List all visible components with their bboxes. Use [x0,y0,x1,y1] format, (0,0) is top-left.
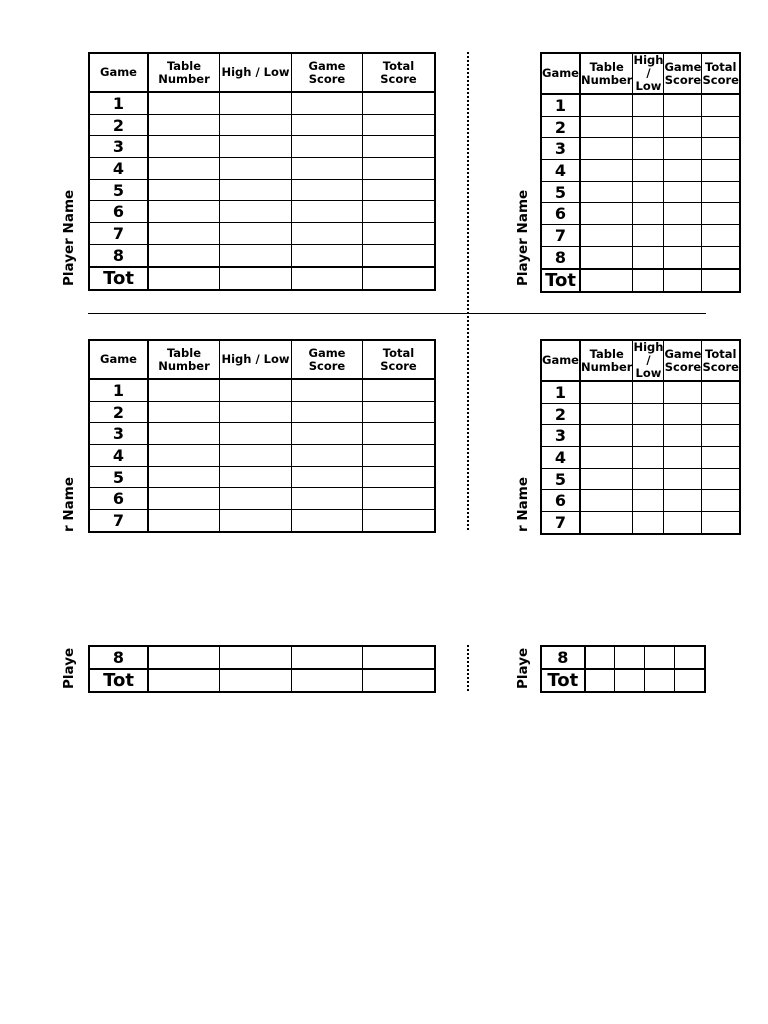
table-number-total-cell[interactable] [585,669,615,692]
total-label: Tot [89,267,148,290]
game-score-cell[interactable] [292,510,363,532]
table-number-cell[interactable] [580,94,633,116]
header-game: Game [541,340,580,381]
header-game: Game [89,340,148,379]
high-low-cell[interactable] [633,381,664,403]
game-number: 3 [541,425,580,447]
total-score-cell[interactable] [702,181,740,203]
total-score-total-cell[interactable] [674,669,705,692]
total-score-total-cell[interactable] [363,669,436,692]
horizontal-cut-line [88,313,706,314]
header-game: Game [89,53,148,92]
table-number-cell[interactable] [585,646,615,669]
header-total-score: Total Score [363,340,436,379]
score-table [540,52,741,293]
high-low-cell[interactable] [220,401,292,423]
high-low-cell[interactable] [220,445,292,467]
game-score-cell[interactable] [292,445,363,467]
total-score-cell[interactable] [702,160,740,182]
table-number-cell[interactable] [148,114,220,136]
game-score-cell[interactable] [664,512,702,534]
total-score-cell[interactable] [702,403,740,425]
game-number: 4 [89,445,148,467]
table-number-cell[interactable] [148,92,220,114]
game-score-cell[interactable] [292,379,363,401]
total-score-cell[interactable] [363,114,436,136]
table-number-cell[interactable] [148,488,220,510]
game-number: 4 [89,158,148,180]
total-score-cell[interactable] [363,136,436,158]
total-score-cell[interactable] [363,510,436,532]
high-low-cell[interactable] [220,510,292,532]
table-number-cell[interactable] [580,160,633,182]
header-game-score: Game Score [664,340,702,381]
game-score-cell[interactable] [664,246,702,268]
total-score-cell[interactable] [702,381,740,403]
total-score-cell[interactable] [702,246,740,268]
game-score-cell[interactable] [292,201,363,223]
high-low-total-cell[interactable] [220,669,292,692]
high-low-cell[interactable] [633,203,664,225]
table-number-cell[interactable] [580,246,633,268]
game-number: 5 [541,468,580,490]
total-score-cell[interactable] [702,468,740,490]
high-low-cell[interactable] [220,136,292,158]
game-number: 1 [541,381,580,403]
game-score-cell[interactable] [292,423,363,445]
score-table [88,52,436,291]
table-number-cell[interactable] [148,136,220,158]
scorecard-mid-left-continuation [88,645,436,693]
table-number-total-cell[interactable] [148,669,220,692]
score-table [540,339,741,535]
game-score-cell[interactable] [664,203,702,225]
game-number: 8 [89,244,148,266]
header-table-number: Table Number [148,53,220,92]
total-score-total-cell[interactable] [363,267,436,290]
game-number: 6 [89,201,148,223]
game-score-cell[interactable] [292,244,363,266]
game-number: 3 [541,138,580,160]
high-low-cell[interactable] [633,225,664,247]
game-number: 1 [541,94,580,116]
total-score-cell[interactable] [363,223,436,245]
total-score-cell[interactable] [702,425,740,447]
game-score-cell[interactable] [664,468,702,490]
total-score-cell[interactable] [702,490,740,512]
game-score-cell[interactable] [664,94,702,116]
score-table [88,339,436,533]
high-low-cell[interactable] [220,244,292,266]
high-low-cell[interactable] [220,466,292,488]
table-number-cell[interactable] [580,225,633,247]
table-number-cell[interactable] [148,201,220,223]
scorecard-top-left [88,52,436,291]
total-score-cell[interactable] [702,447,740,469]
table-number-total-cell[interactable] [580,269,633,292]
total-score-cell[interactable] [363,244,436,266]
game-number: 1 [89,379,148,401]
high-low-cell[interactable] [633,512,664,534]
player-name-label-cut: r Name [61,477,77,532]
table-number-cell[interactable] [148,510,220,532]
game-number: 5 [89,179,148,201]
total-score-cell[interactable] [702,138,740,160]
game-score-cell[interactable] [645,646,675,669]
game-number: 7 [541,512,580,534]
header-table-number: Table Number [148,340,220,379]
total-score-cell[interactable] [702,512,740,534]
total-score-cell[interactable] [363,401,436,423]
game-number: 6 [541,203,580,225]
game-score-total-cell[interactable] [292,669,363,692]
scorecard-top-right-clip [540,52,739,292]
high-low-cell[interactable] [220,179,292,201]
high-low-cell[interactable] [633,403,664,425]
game-score-cell[interactable] [664,181,702,203]
game-score-cell[interactable] [292,92,363,114]
game-score-cell[interactable] [664,403,702,425]
game-score-cell[interactable] [664,116,702,138]
game-number: 2 [541,403,580,425]
total-score-cell[interactable] [363,158,436,180]
game-score-cell[interactable] [664,225,702,247]
header-high-low: High / Low [633,340,664,380]
table-number-cell[interactable] [580,468,633,490]
total-score-cell[interactable] [702,203,740,225]
header-total-score: Total Score [702,340,740,381]
total-label: Tot [541,669,585,692]
game-number: 4 [541,447,580,469]
high-low-total-cell[interactable] [633,269,664,292]
high-low-cell[interactable] [633,116,664,138]
header-high-low: High / Low [220,53,292,92]
game-score-cell[interactable] [292,114,363,136]
game-number: 8 [89,646,148,669]
header-high-low: High / Low [633,53,664,93]
player-name-label: Player Name [61,189,77,286]
high-low-cell[interactable] [633,468,664,490]
game-score-cell[interactable] [292,179,363,201]
table-number-cell[interactable] [580,116,633,138]
table-number-cell[interactable] [148,466,220,488]
high-low-total-cell[interactable] [615,669,645,692]
header-total-score: Total Score [363,53,436,92]
high-low-cell[interactable] [633,490,664,512]
table-number-cell[interactable] [148,646,220,669]
high-low-cell[interactable] [633,138,664,160]
table-number-cell[interactable] [580,447,633,469]
total-score-cell[interactable] [363,379,436,401]
game-score-cell[interactable] [664,425,702,447]
high-low-cell[interactable] [633,94,664,116]
game-number: 2 [541,116,580,138]
total-score-cell[interactable] [363,466,436,488]
game-number: 5 [89,466,148,488]
high-low-cell[interactable] [220,379,292,401]
total-score-cell[interactable] [363,488,436,510]
game-number: 7 [89,510,148,532]
high-low-cell[interactable] [633,181,664,203]
game-score-cell[interactable] [664,160,702,182]
game-score-cell[interactable] [664,138,702,160]
total-score-cell[interactable] [363,646,436,669]
total-score-cell[interactable] [363,423,436,445]
high-low-cell[interactable] [220,223,292,245]
high-low-cell[interactable] [220,158,292,180]
vertical-cut-line [467,645,469,691]
high-low-cell[interactable] [615,646,645,669]
table-number-cell[interactable] [580,381,633,403]
high-low-cell[interactable] [220,646,292,669]
scorecard-mid-right-continuation-clip [540,645,706,695]
scorecard-mid-left-clip [88,339,438,532]
high-low-cell[interactable] [633,425,664,447]
high-low-cell[interactable] [220,92,292,114]
high-low-cell[interactable] [633,246,664,268]
game-number: 7 [89,223,148,245]
total-score-cell[interactable] [363,201,436,223]
total-score-cell[interactable] [363,179,436,201]
game-number: 8 [541,646,585,669]
game-score-cell[interactable] [292,646,363,669]
scorecard-mid-right-clip [540,339,739,532]
game-number: 4 [541,160,580,182]
game-score-cell[interactable] [664,490,702,512]
header-game-score: Game Score [292,340,363,379]
table-number-cell[interactable] [580,138,633,160]
table-number-cell[interactable] [148,423,220,445]
header-game: Game [541,53,580,94]
table-number-cell[interactable] [580,403,633,425]
game-score-cell[interactable] [292,488,363,510]
game-number: 6 [89,488,148,510]
header-high-low: High / Low [220,340,292,379]
high-low-total-cell[interactable] [220,267,292,290]
header-table-number: Table Number [580,340,633,381]
game-number: 2 [89,401,148,423]
table-number-cell[interactable] [580,512,633,534]
game-score-cell[interactable] [664,381,702,403]
header-game-score: Game Score [292,53,363,92]
table-number-cell[interactable] [580,425,633,447]
game-score-cell[interactable] [292,466,363,488]
game-score-cell[interactable] [292,223,363,245]
table-number-total-cell[interactable] [148,267,220,290]
high-low-cell[interactable] [220,201,292,223]
table-number-cell[interactable] [148,379,220,401]
game-score-cell[interactable] [292,401,363,423]
total-label: Tot [89,669,148,692]
game-number: 3 [89,136,148,158]
header-total-score: Total Score [702,53,740,94]
game-score-cell[interactable] [292,158,363,180]
total-label: Tot [541,269,580,292]
table-number-cell[interactable] [148,401,220,423]
game-score-total-cell[interactable] [664,269,702,292]
total-score-cell[interactable] [363,92,436,114]
table-number-cell[interactable] [148,179,220,201]
score-table [88,645,436,693]
table-number-cell[interactable] [580,203,633,225]
total-score-cell[interactable] [702,116,740,138]
game-number: 7 [541,225,580,247]
total-score-cell[interactable] [702,94,740,116]
player-name-label-cut: Playe [515,647,531,689]
game-score-total-cell[interactable] [292,267,363,290]
total-score-cell[interactable] [363,445,436,467]
game-score-cell[interactable] [664,447,702,469]
table-number-cell[interactable] [148,158,220,180]
table-number-cell[interactable] [148,223,220,245]
table-number-cell[interactable] [580,181,633,203]
total-score-total-cell[interactable] [702,269,740,292]
high-low-cell[interactable] [220,114,292,136]
high-low-cell[interactable] [633,160,664,182]
high-low-cell[interactable] [220,423,292,445]
high-low-cell[interactable] [220,488,292,510]
table-number-cell[interactable] [148,445,220,467]
header-table-number: Table Number [580,53,633,94]
total-score-cell[interactable] [674,646,705,669]
game-number: 8 [541,246,580,268]
game-number: 6 [541,490,580,512]
header-game-score: Game Score [664,53,702,94]
game-number: 2 [89,114,148,136]
player-name-label-cut: Playe [61,647,77,689]
vertical-cut-line [467,52,469,530]
high-low-cell[interactable] [633,447,664,469]
player-name-label: Player Name [515,189,531,286]
game-score-total-cell[interactable] [645,669,675,692]
table-number-cell[interactable] [580,490,633,512]
game-number: 5 [541,181,580,203]
game-number: 1 [89,92,148,114]
total-score-cell[interactable] [702,225,740,247]
score-table [540,645,706,693]
player-name-label-cut: r Name [515,477,531,532]
table-number-cell[interactable] [148,244,220,266]
game-score-cell[interactable] [292,136,363,158]
game-number: 3 [89,423,148,445]
